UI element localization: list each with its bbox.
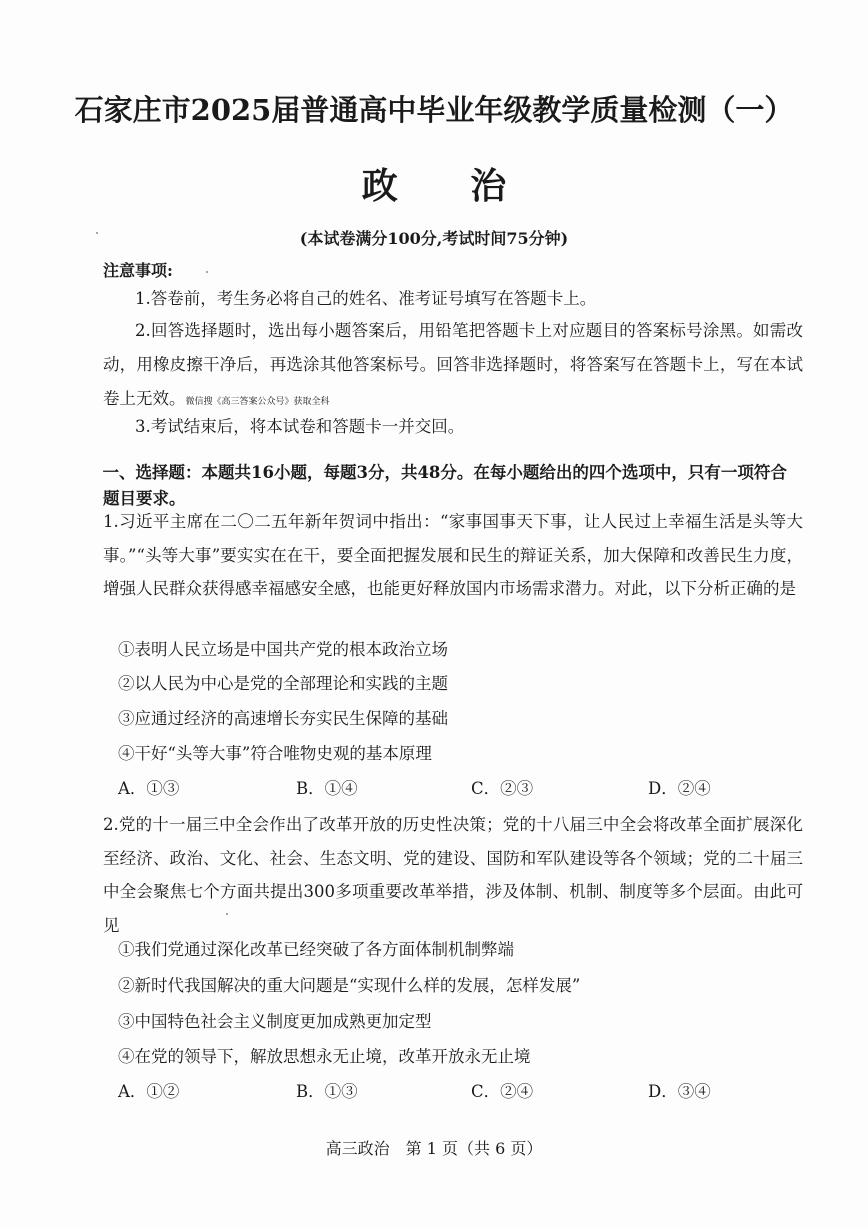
question-1-option-2: ②以人民为中心是党的全部理论和实践的主题 [118,674,448,693]
question-1-choice-a: A．①③ [118,779,180,798]
question-1-stem: 1.习近平主席在二〇二五年新年贺词中指出：“家事国事天下事，让人民过上幸福生活是头等大事。”“头等大事”要实实在在干，要全面把握发展和民生的辩证关系，加大保障和改善民生力度，增强人民群众获得感幸福感安全感，也能更好释放国内市场需求潜力。对此，以下分析正确的是 [103,512,803,598]
question-2-choice-a: A．①② [118,1082,180,1101]
exam-title: 石家庄市2025届普通高中毕业年级教学质量检测（一） [74,93,794,127]
question-1-choice-c: C．②③ [471,779,534,798]
question-2-option-3: ③中国特色社会主义制度更加成熟更加定型 [118,1012,432,1031]
question-1-option-4: ④干好“头等大事”符合唯物史观的基本原理 [118,744,432,763]
question-1-option-1: ①表明人民立场是中国共产党的根本政治立场 [118,640,448,659]
question-2-option-4: ④在党的领导下，解放思想永无止境，改革开放永无止境 [118,1047,531,1066]
question-2-choice-c: C．②④ [471,1082,534,1101]
question-1-choice-d: D．②④ [648,779,711,798]
notice-item-2 [103,314,803,419]
scan-speck [206,271,208,273]
notice-item-1: 1.答卷前，考生务必将自己的姓名、准考证号填写在答题卡上。 [135,289,597,308]
watermark-note: 微信搜《高三答案公众号》获取全科 [185,397,330,407]
question-1-choice-b: B．①④ [296,779,358,798]
notice-heading: 注意事项: [103,261,173,280]
page-footer: 高三政治 第 1 页（共 6 页） [325,1139,543,1158]
question-2-stem: 2.党的十一届三中全会作出了改革开放的历史性决策；党的十八届三中全会将改革全面扩展深化至经济、政治、文化、社会、生态文明、党的建设、国防和军队建设等各个领域；党的二十届三中全会聚焦七个方面共提出300多项重要改革举措，涉及体制、机制、制度等多个层面。由此可见 [103,815,803,935]
question-1-option-3: ③应通过经济的高速增长夯实民生保障的基础 [118,709,448,728]
question-2-option-1: ①我们党通过深化改革已经突破了各方面体制机制弊端 [118,940,514,959]
notice-item-2-text: 2.回答选择题时，选出每小题答案后，用铅笔把答题卡上对应题目的答案标号涂黑。如需改动，用橡皮擦干净后，再选涂其他答案标号。回答非选择题时，将答案写在答题卡上，写在本试卷上无效。 [103,321,803,408]
subject-title: 政 治 [361,165,537,207]
scan-speck [96,232,98,234]
scan-speck [226,913,228,915]
question-2-choice-b: B．①③ [296,1082,358,1101]
question-2-option-2: ②新时代我国解决的重大问题是“实现什么样的发展，怎样发展” [118,976,581,995]
exam-meta: (本试卷满分100分,考试时间75分钟) [299,229,569,248]
section-header: 一、选择题：本题共16小题，每题3分，共48分。在每小题给出的四个选项中，只有一项符合题目要求。 [102,463,787,508]
notice-item-3: 3.考试结束后，将本试卷和答题卡一并交回。 [135,417,465,436]
question-2-choice-d: D．③④ [648,1082,711,1101]
